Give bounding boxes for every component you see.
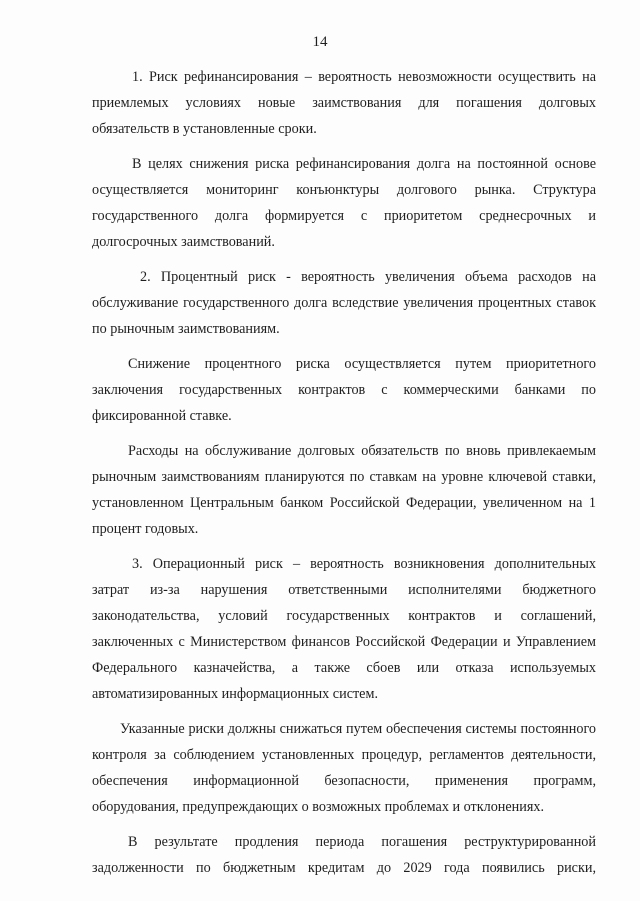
paragraph-interest-risk: 2. Процентный риск - вероятность увеличения объема расходов на обслуживание государственного долга вследствие увеличения процентных ставок по рыночным заимствованиям. <box>92 269 596 337</box>
page-number: 14 <box>312 34 328 50</box>
paragraph-risk-mitigation: Указанные риски должны снижаться путем обеспечения системы постоянного контроля за соблюдением установленных процедур, регламентов деятельности, обеспечения информационной безопасности, применения программ, оборудования, предупреждающих о возможных проблемах и отклонениях. <box>92 721 596 815</box>
paragraph-operational-risk: 3. Операционный риск – вероятность возникновения дополнительных затрат из-за нарушения ответственными исполнителями бюджетного законодательства, условий государственных контрактов и соглашений, заключенных с Министерством финансов Российской Федерации и Управлением Федерального казначейства, а также сбоев или отказа используемых автоматизированных информационных систем. <box>92 556 596 702</box>
document-body <box>92 64 596 881</box>
paragraph-refinancing-risk: 1. Риск рефинансирования – вероятность невозможности осуществить на приемлемых условиях новые заимствования для погашения долговых обязательств в установленные сроки. <box>92 69 596 137</box>
paragraph-interest-measures: Снижение процентного риска осуществляется путем приоритетного заключения государственных контрактов с коммерческими банками по фиксированной ставке. <box>92 356 596 424</box>
paragraph-refinancing-measures: В целях снижения риска рефинансирования долга на постоянной основе осуществляется мониторинг конъюнктуры долгового рынка. Структура государственного долга формируется с приоритетом среднесрочных и долгосрочных заимствований. <box>92 156 596 250</box>
paragraph-debt-service-costs: Расходы на обслуживание долговых обязательств по вновь привлекаемым рыночным заимствованиям планируются по ставкам на уровне ключевой ставки, установленном Центральным банком Российской Федерации, увеличенном на 1 процент годовых. <box>92 443 596 537</box>
paragraph-restructuring: В результате продления периода погашения реструктурированной задолженности по бюджетным кредитам до 2029 года появились риски, <box>92 834 596 876</box>
